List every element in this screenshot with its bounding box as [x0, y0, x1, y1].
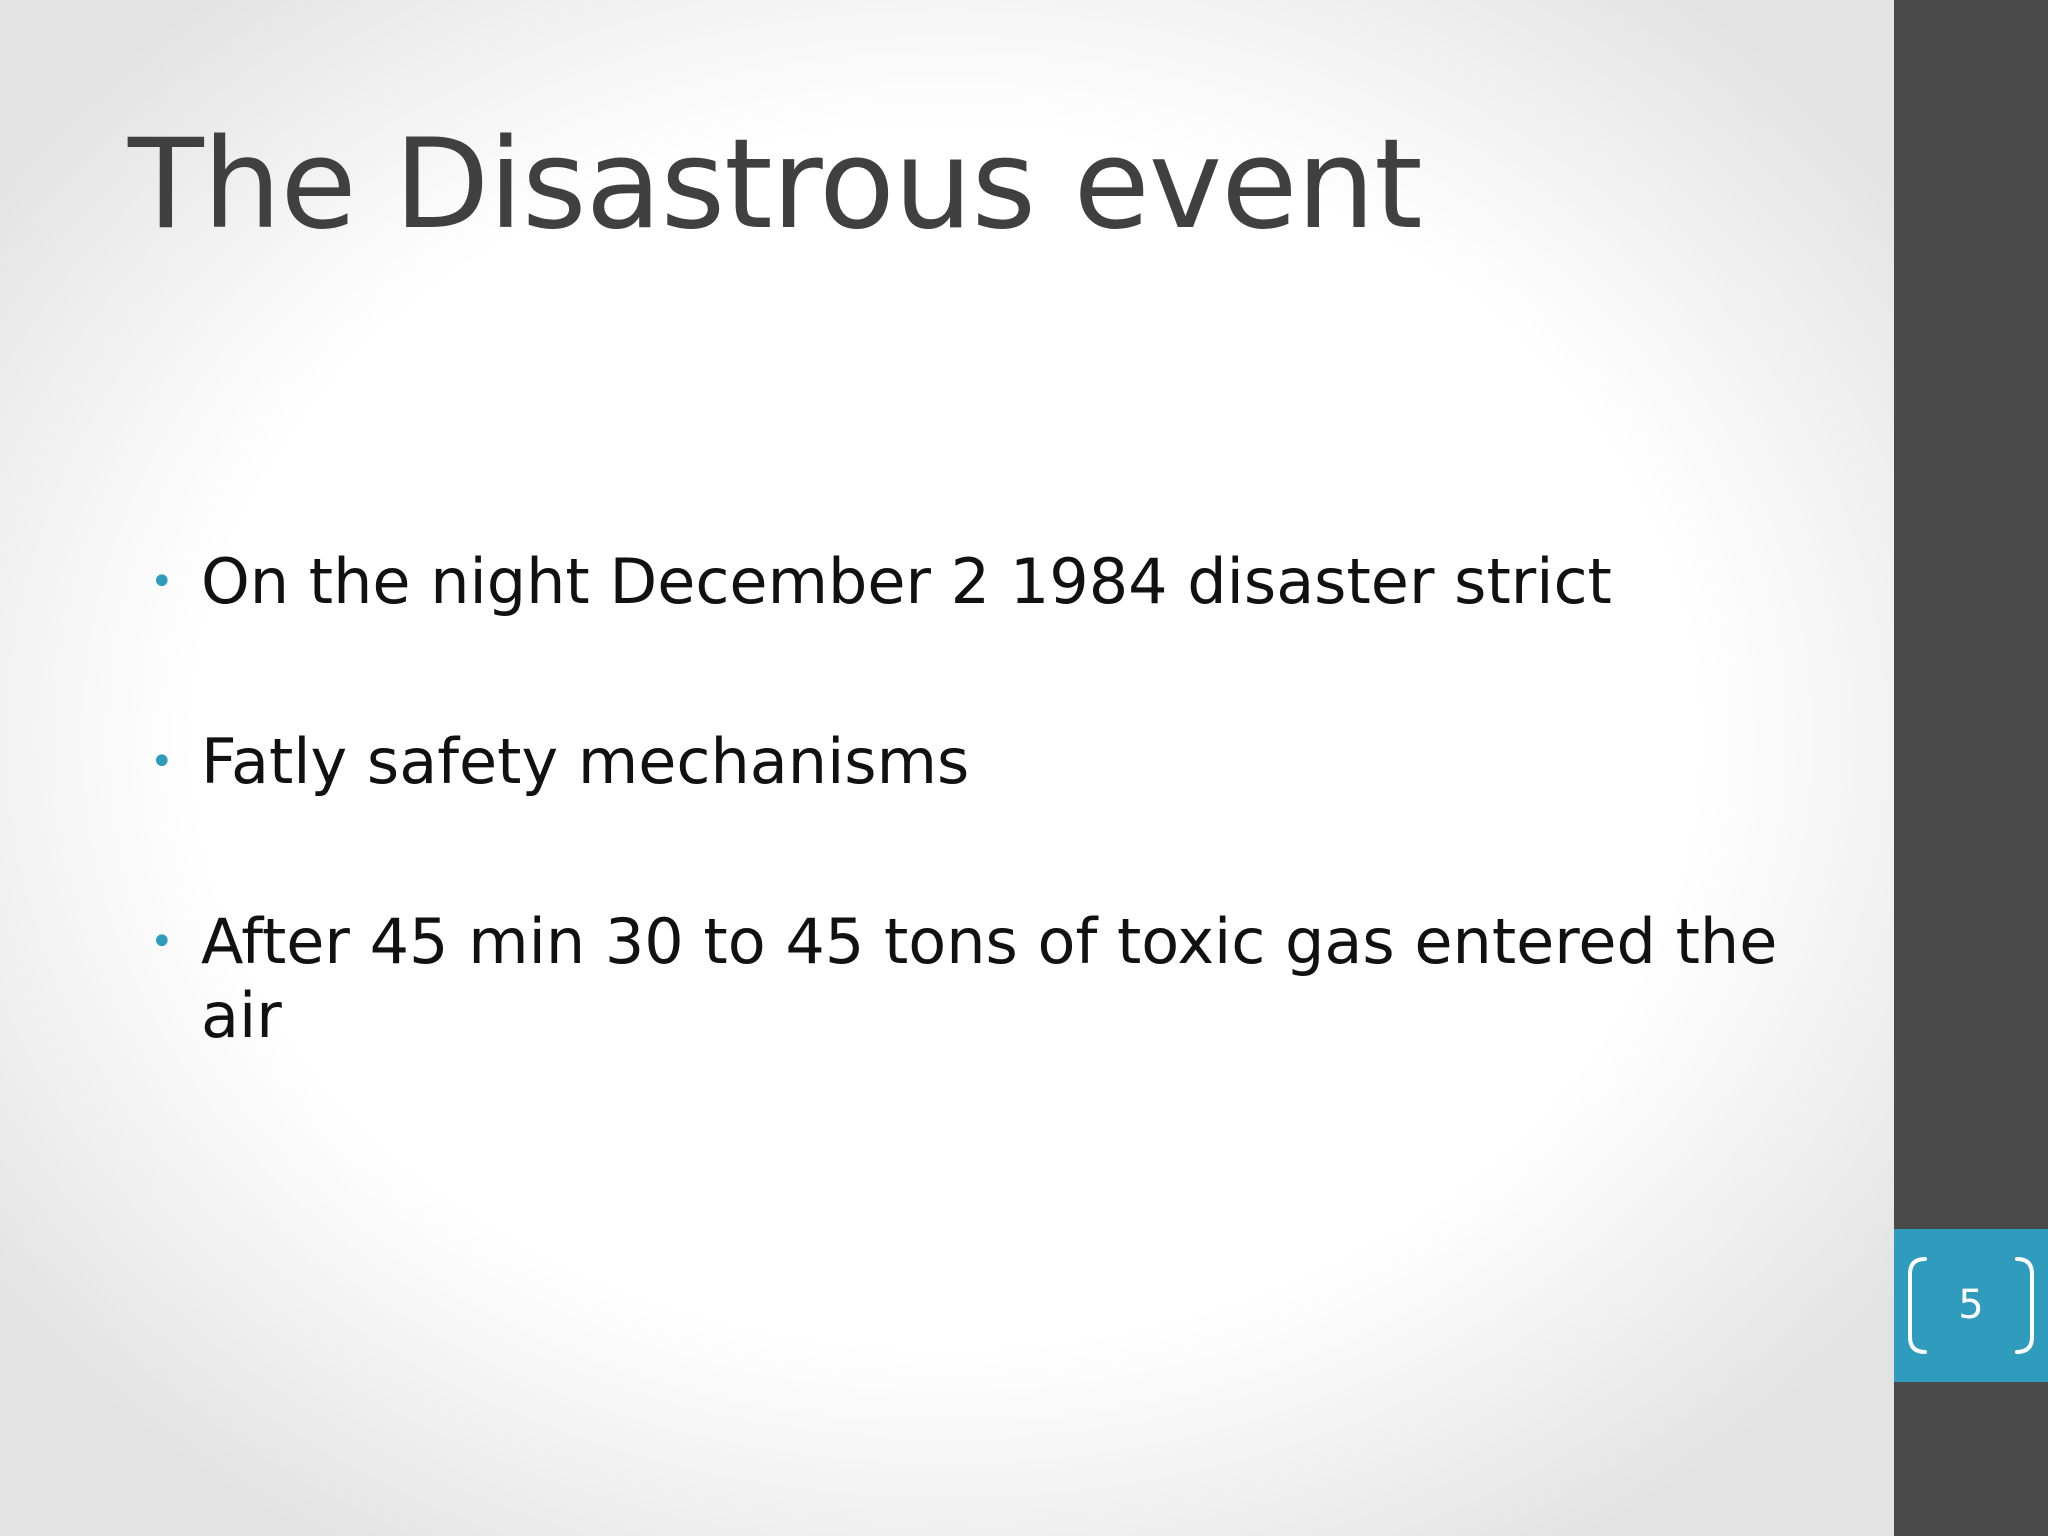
bullet-item [146, 725, 1786, 799]
page-number-box [1894, 1229, 2048, 1382]
bullet-icon: • [150, 739, 174, 785]
bullet-text: On the night December 2 1984 disaster strict [201, 545, 1612, 618]
page-number: 5 [1958, 1282, 1984, 1328]
bullet-list [146, 545, 1786, 1053]
bullet-icon: • [150, 559, 174, 605]
bullet-text: After 45 min 30 to 45 tons of toxic gas entered the air [201, 905, 1778, 1052]
bullet-icon: • [150, 919, 174, 965]
bullet-text: Fatly safety mechanisms [201, 725, 970, 798]
bullet-item [146, 545, 1786, 619]
slide-title: The Disastrous event [128, 113, 1422, 257]
bullet-item [146, 905, 1786, 1053]
